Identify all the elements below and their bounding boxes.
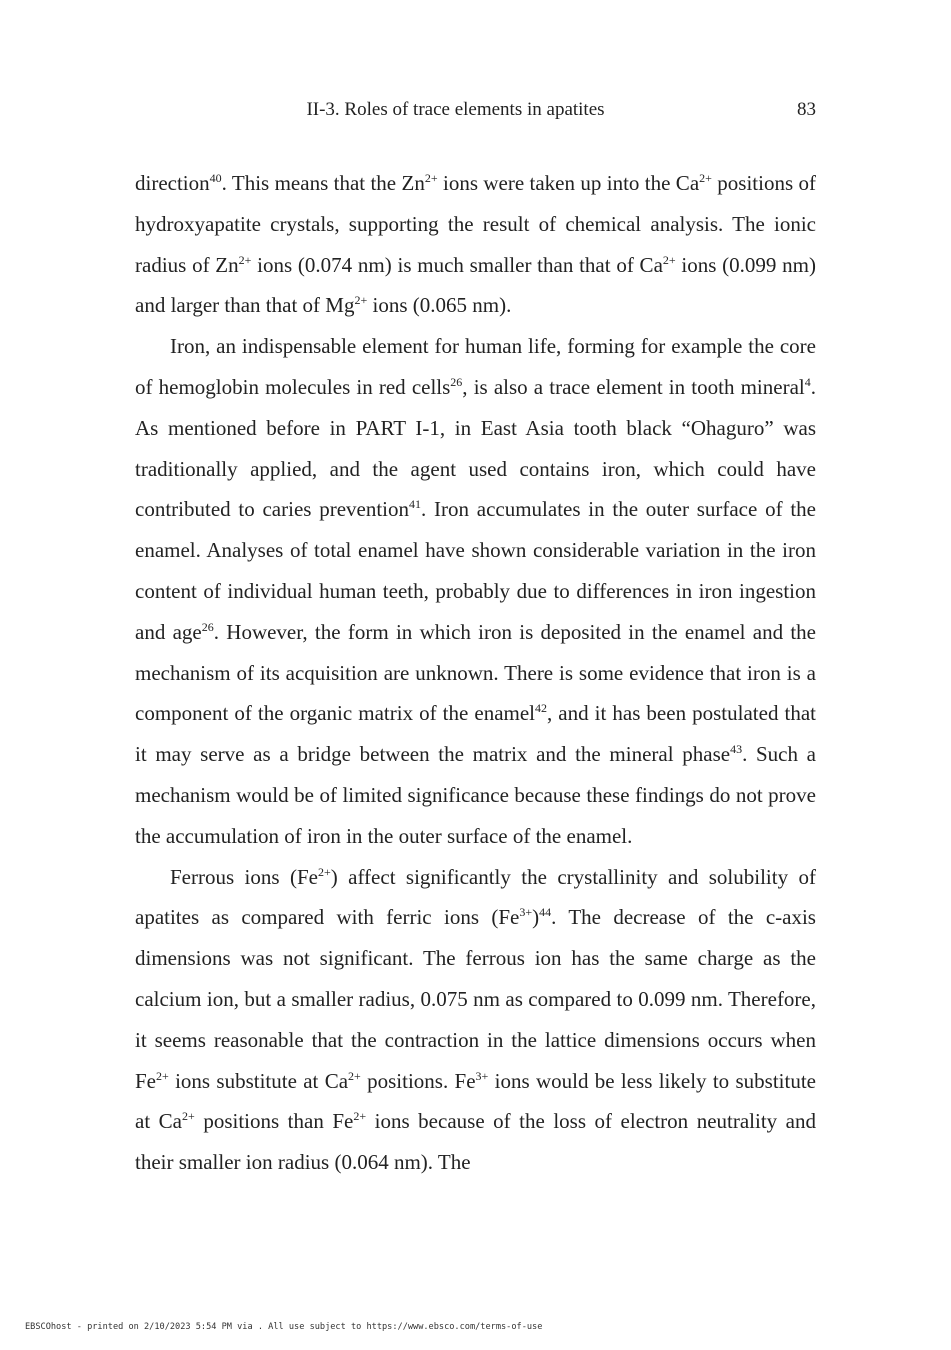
superscript: 26 xyxy=(450,374,463,389)
text-run: . The decrease of the c-axis dimensions was not significant. The ferrous ion has the same charge as the calcium ion, but a smaller radius, 0.075 nm as compared to 0.099 nm. Therefore, it seems reasonable that the contraction in the lattice dimensions occurs when Fe xyxy=(135,905,816,1093)
text-run: Iron, an indispensable element for human life, forming for example the core of hemoglobin molecules in red cells xyxy=(135,334,816,399)
superscript: 3+ xyxy=(475,1068,489,1083)
superscript: 40 xyxy=(209,171,222,185)
superscript: 2+ xyxy=(348,1068,361,1083)
superscript: 42 xyxy=(535,701,547,716)
text-run: ions substitute at Ca xyxy=(168,1068,349,1093)
superscript: 2+ xyxy=(182,1109,195,1124)
superscript: 43 xyxy=(730,742,743,757)
text-run: . Such a mechanism would be of limited significance because these findings do not prove the accumulation of iron in the outer surface of the enamel. xyxy=(135,742,816,848)
text-run: ions were taken up into the Ca xyxy=(437,171,700,195)
text-run: , and it has been postulated that it may serve as a bridge between the matrix and the mineral phase xyxy=(135,701,816,767)
text-run: ions (0.065 nm). xyxy=(367,293,512,318)
superscript: 2+ xyxy=(662,252,676,267)
superscript: 4 xyxy=(804,374,811,389)
superscript: 2+ xyxy=(317,864,331,879)
superscript: 2+ xyxy=(354,293,368,308)
text-run: ions because of the loss of electron neutrality and their smaller ion radius (0.064 nm). The xyxy=(135,1109,817,1175)
text-run: positions than Fe xyxy=(194,1109,354,1134)
superscript: 2+ xyxy=(699,171,712,185)
running-header-title: II-3. Roles of trace elements in apatites xyxy=(306,99,605,120)
page-number: 83 xyxy=(797,99,816,120)
superscript: 44 xyxy=(539,905,552,920)
text-run: Ferrous ions (Fe xyxy=(170,864,318,889)
running-header xyxy=(135,96,816,124)
superscript: 41 xyxy=(409,497,422,512)
paragraph xyxy=(135,326,816,856)
text-run: . Iron accumulates in the outer surface of the enamel. Analyses of total enamel have shown considerable variation in the iron content of individual human teeth, probably due to differences in iron ingestion and age xyxy=(135,497,816,644)
text-run: ions would be less likely to substitute at Ca xyxy=(135,1068,816,1134)
text-run: ions (0.074 nm) is much smaller than that of Ca xyxy=(251,252,663,277)
superscript: 26 xyxy=(201,619,214,634)
superscript: 2+ xyxy=(353,1109,367,1124)
superscript: 2+ xyxy=(156,1068,169,1083)
text-run: . However, the form in which iron is deposited in the enamel and the mechanism of its acquisition are unknown. There is some evidence that iron is a component of the organic matrix of the enamel xyxy=(135,619,817,726)
text-run: ions (0.099 nm) and larger than that of Mg xyxy=(135,252,816,318)
superscript: 3+ xyxy=(519,905,533,920)
paragraph xyxy=(135,163,816,326)
text-run: . As mentioned before in PART I-1, in East Asia tooth black “Ohaguro” was traditionally applied, and the agent used contains iron, which could have contributed to caries prevention xyxy=(135,374,816,522)
text-run: positions of hydroxyapatite crystals, supporting the result of chemical analysis. The ionic radius of Zn xyxy=(135,171,817,277)
text-run: , is also a trace element in tooth mineral xyxy=(462,374,805,399)
text-run: direction xyxy=(135,171,210,195)
superscript: 2+ xyxy=(424,171,438,185)
text-run: ) affect significantly the crystallinity and solubility of apatites as compared with ferric ions (Fe xyxy=(135,864,816,930)
text-run: positions. Fe xyxy=(360,1068,476,1093)
print-footer: EBSCOhost - printed on 2/10/2023 5:54 PM via . All use subject to https://www.ebsco.com/terms-of-use xyxy=(25,1322,543,1332)
body-text xyxy=(135,163,816,1183)
superscript: 2+ xyxy=(238,252,252,267)
paragraph xyxy=(135,857,816,1183)
text-run: ) xyxy=(532,905,540,930)
text-run: . This means that the Zn xyxy=(221,171,425,195)
